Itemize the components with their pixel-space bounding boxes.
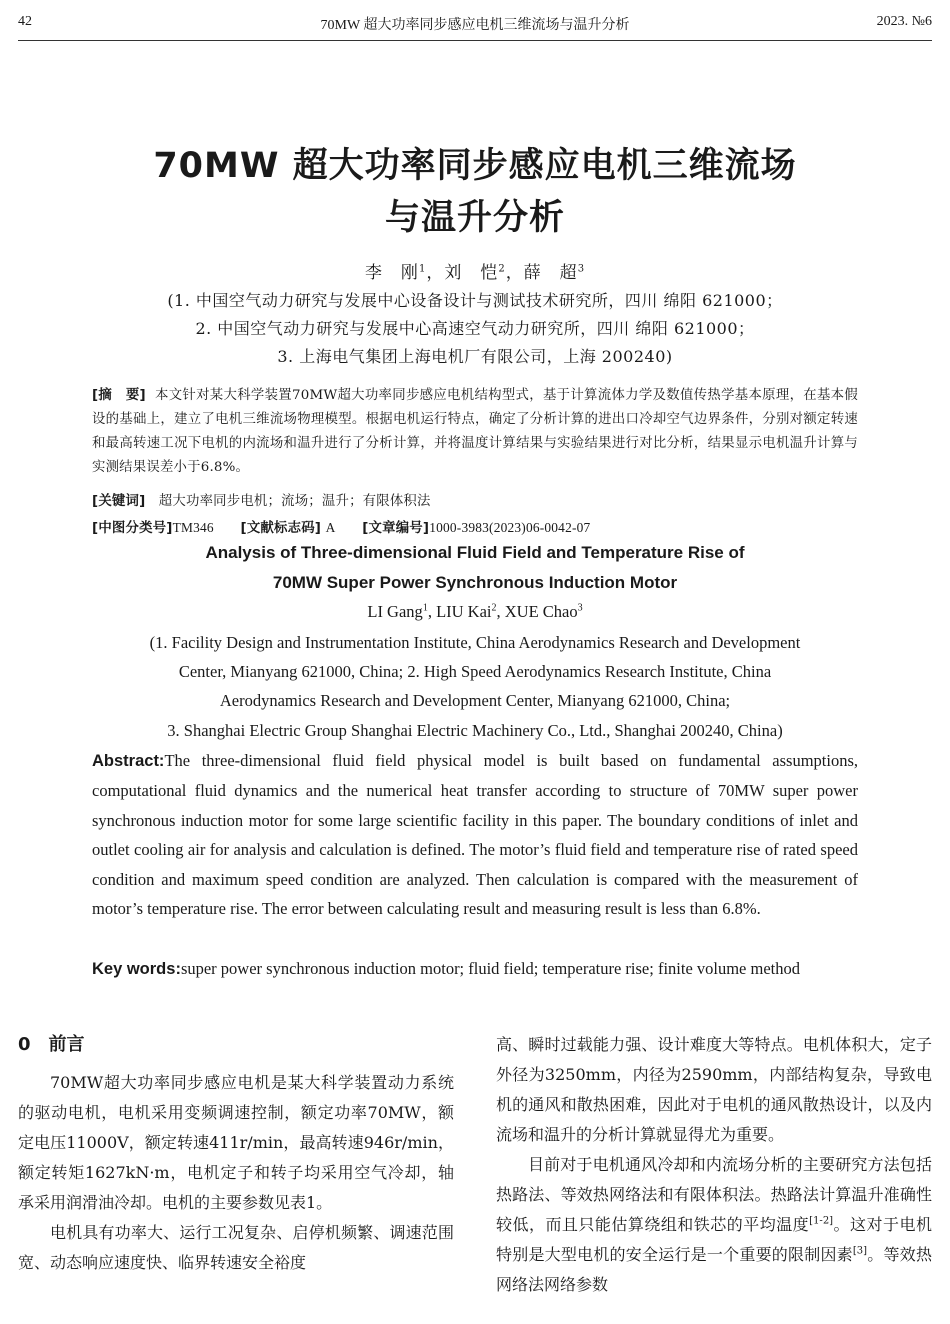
header-rule [18,40,932,41]
citation-1-2[interactable]: [1-2] [809,1215,834,1227]
clc-label: [中图分类号] [92,521,173,536]
issue-number: 2023. №6 [876,14,932,29]
keywords-cn-label: [关键词] [92,494,146,509]
author-en-1: LI Gang [367,602,423,621]
author-en-2: LIU Kai [436,602,492,621]
author-cn-1-sup: 1 [418,263,427,275]
article-no-value: 1000-3983(2023)06-0042-07 [429,520,591,535]
keywords-cn-text: 超大功率同步电机；流场；温升；有限体积法 [158,494,431,509]
affiliation-en-3: Aerodynamics Research and Development Center, Mianyang 621000, China; [219,691,731,710]
intro-paragraph-2: 电机具有功率大、运行工况复杂、启停机频繁、调速范围宽、动态响应速度快、临界转速安全裕度 [18,1223,454,1272]
citation-3[interactable]: [3] [852,1245,868,1257]
title-cn-line1: 70MW 超大功率同步感应电机三维流场 [153,146,797,186]
affiliation-en-4: 3. Shanghai Electric Group Shanghai Electric Machinery Co., Ltd., Shanghai 200240, China) [167,721,783,740]
author-cn-3: 薛 超 [523,263,578,283]
affiliation-en-1: (1. Facility Design and Instrumentation Institute, China Aerodynamics Research and Development [149,633,801,652]
right-paragraph-2 [496,1150,932,1300]
author-cn-1: 李 刚 [364,263,419,283]
keywords-en-text: super power synchronous induction motor; fluid field; temperature rise; finite volume method [180,959,801,978]
author-en-3-sup: 3 [577,602,583,614]
authors-en: LI Gang$^1$, LIU Kai$^2$, XUE Chao$^3$ [367,602,583,621]
affiliation-cn-2: 2. 中国空气动力研究与发展中心高速空气动力研究所，四川 绵阳 621000； [195,319,755,338]
affiliation-en-2: Center, Mianyang 621000, China; 2. High Speed Aerodynamics Research Institute, China [178,662,772,681]
clc-value: TM346 [172,520,214,535]
authors-cn: 李 刚$^1$，刘 恺$^2$，薛 超$^3$ [364,263,586,283]
author-en-3: XUE Chao [504,602,578,621]
right-paragraph-2-part-a: 目前对于电机通风冷却和内流场分析的主要研究方法包括热路法、等效热网络法和有限体积法。热路法计算温升准确性较低，而且只能估算绕组和铁芯的平均温度 [496,1155,932,1234]
keywords-cn [92,490,858,514]
article-no-label: [文章编号] [362,521,430,536]
right-paragraph-1: 高、瞬时过载能力强、设计难度大等特点。电机体积大，定子外径为3250mm，内径为2590mm，内部结构复杂，导致电机的通风和散热困难，因此对于电机的通风散热设计，以及内流场和温升的分析计算就显得尤为重要。 [496,1035,932,1144]
keywords-en [92,954,858,984]
keywords-en-label: Key words: [92,960,181,978]
abstract-cn [92,384,858,480]
running-title: 70MW 超大功率同步感应电机三维流场与温升分析 [320,18,630,33]
doc-code-value: A [325,520,336,535]
abstract-cn-label: [摘 要] [92,388,146,403]
abstract-en [92,746,858,923]
title-en-line2: 70MW Super Power Synchronous Induction Motor [272,573,678,592]
abstract-en-text: The three-dimensional fluid field physical model is built based on fundamental assumptions, computational fluid dynamics and the numerical heat transfer according to structure of 70MW super power synchronous induction motor for some large scientific facility in this paper. The boundary conditions of inlet and outlet cooling air for analysis and calculation is defined. The motor’s fluid field and temperature rise of rated speed condition and maximum speed condition are analyzed. Then calculation is compared with the measurement of motor’s temperature rise. The error between calculating result and measuring result is less than 6.8%. [92,751,858,919]
abstract-en-label: Abstract: [92,752,165,770]
abstract-cn-text: 本文针对某大科学装置70MW超大功率同步感应电机结构型式，基于计算流体力学及数值传热学基本原理，在基本假设的基础上，建立了电机三维流场物理模型。根据电机运行特点，确定了分析计算的进出口冷却空气边界条件，分别对额定转速和最高转速工况下电机的内流场和温升进行了分析计算，并将温度计算结果与实验结果进行对比分析，结果显示电机温升计算与实测结果误差小于6.8%。 [92,388,858,475]
author-cn-2: 刘 恺 [444,263,499,283]
page-number: 42 [18,14,32,29]
author-en-1-sup: 1 [422,602,428,614]
section-heading-intro: 0 前言 [18,1034,85,1055]
author-cn-3-sup: 3 [577,263,586,275]
affiliation-cn-1: (1. 中国空气动力研究与发展中心设备设计与测试技术研究所，四川 绵阳 621000； [167,291,783,310]
body-left-column [18,1030,454,1278]
author-en-2-sup: 2 [491,602,497,614]
right-paragraph-2-part-b: 。这对于电机特别是大型电机的安全运行是一个重要的限制因素 [496,1215,932,1264]
author-cn-2-sup: 2 [498,263,506,275]
body-right-column [496,1030,932,1300]
intro-paragraph-1: 70MW超大功率同步感应电机是某大科学装置动力系统的驱动电机，电机采用变频调速控制，额定功率70MW，额定电压11000V，额定转速411r/min，最高转速946r/min，额定转矩1627kN·m，电机定子和转子均采用空气冷却，轴承采用润滑油冷却。电机的主要参数见表1。 [18,1073,454,1212]
title-cn-line2: 与温升分析 [384,198,565,238]
title-en-line1: Analysis of Three-dimensional Fluid Field and Temperature Rise of [205,543,745,562]
affiliation-cn-3: 3. 上海电气集团上海电机厂有限公司，上海 200240) [277,347,673,366]
doc-code-label: [文献标志码] [240,521,322,536]
right-paragraph-2-part-c: 。等效热网络法网络参数 [496,1245,932,1294]
classification-line [92,516,858,541]
